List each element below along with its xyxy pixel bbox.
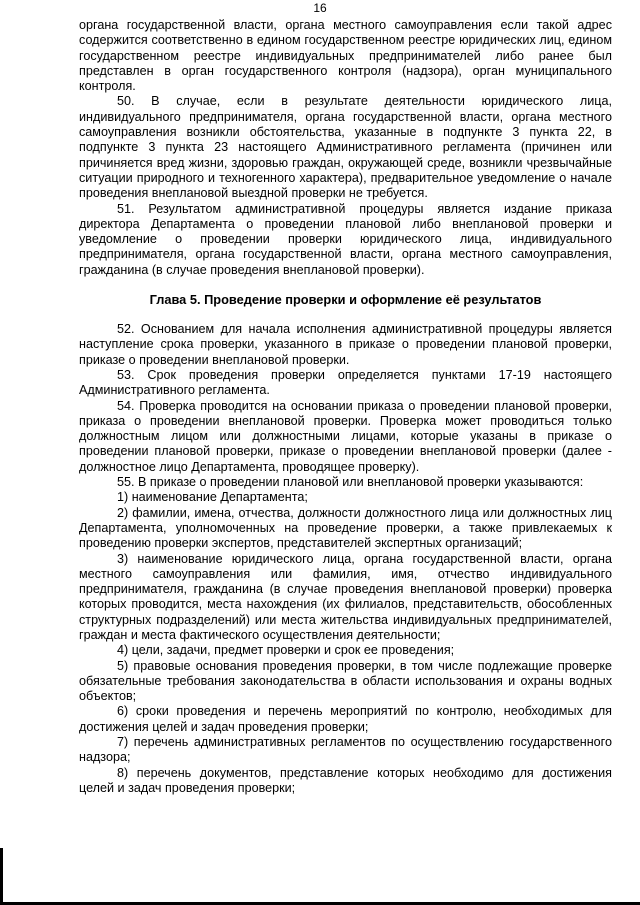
list-item-7: 7) перечень административных регламентов по осуществлению государственного надзора; — [79, 735, 612, 765]
page-number: 16 — [313, 1, 327, 15]
paragraph-52: 52. Основанием для начала исполнения административной процедуры является наступление срока проверки, указанного в приказе о проведении плановой проверки, приказе о проведении внеплановой проверки. — [79, 322, 612, 367]
paragraph-50: 50. В случае, если в результате деятельности юридического лица, индивидуального предпринимателя, органа государственной власти, органа местного самоуправления возникли обстоятельства, указанные в подпункте 3 пункта 22, в подпункте 3 пункта 23 настоящего Административного регламента (причинен или причиняется вред жизни, здоровью граждан, окружающей среде, возникли чрезвычайные ситуации природного и техногенного характера), предварительное уведомление о начале проведения внеплановой выездной проверки не требуется. — [79, 94, 612, 201]
scan-edge-left — [0, 848, 3, 905]
list-item-6: 6) сроки проведения и перечень мероприятий по контролю, необходимых для достижения целей и задач проведения проверки; — [79, 704, 612, 734]
list-item-5: 5) правовые основания проведения проверки, в том числе подлежащие проверке обязательные требования законодательства в области использования и охраны водных объектов; — [79, 658, 612, 704]
list-item-4: 4) цели, задачи, предмет проверки и срок ее проведения; — [117, 643, 455, 658]
list-item-2: 2) фамилии, имена, отчества, должности должностного лица или должностных лиц Департамента, уполномоченных на проведение проверки, а также привлекаемых к проведению проверки экспертов, представителей экспертных организаций; — [79, 505, 612, 551]
list-item-3: 3) наименование юридического лица, органа государственной власти, органа местного самоуправления или фамилия, имя, отчество индивидуального предпринимателя, гражданина (в случае проведения внеплановой проверки) проверка которых проводится, места нахождения (их филиалов, представительств, обособленных структурных подразделений) или места жительства индивидуальных предпринимателей, граждан и места фактического осуществления деятельности; — [79, 551, 612, 642]
paragraph-54: 54. Проверка проводится на основании приказа о проведении плановой проверки, приказа о проведении внеплановой проверки. Проверка может проводиться только должностным лицом или должностными лицами, которые указаны в приказе о проведении плановой проверки, приказе о проведении внеплановой проверки (далее - должностное лицо Департамента, проводящее проверку). — [79, 398, 612, 474]
document-body — [79, 18, 612, 796]
chapter-heading: Глава 5. Проведение проверки и оформление её результатов — [149, 292, 542, 308]
paragraph-51: 51. Результатом административной процедуры является издание приказа директора Департамента о проведении плановой либо внеплановой проверки и уведомление о проведении проверки юридического лица, индивидуального предпринимателя, органа государственной власти, органа местного самоуправления, гражданина (в случае проведения внеплановой проверки). — [79, 201, 612, 277]
paragraph-continuation: органа государственной власти, органа местного самоуправления если такой адрес содержится соответственно в едином государственном реестре юридических лиц, едином государственном реестре индивидуальных предпринимателей либо ранее был представлен в орган государственного контроля (надзора), орган муниципального контроля. — [79, 18, 612, 94]
list-item-1: 1) наименование Департамента; — [117, 490, 308, 505]
paragraph-53: 53. Срок проведения проверки определяется пунктами 17-19 настоящего Административного регламента. — [79, 367, 612, 398]
paragraph-55: 55. В приказе о проведении плановой или внеплановой проверки указываются: — [117, 475, 584, 490]
list-item-8: 8) перечень документов, представление которых необходимо для достижения целей и задач проведения проверки; — [79, 765, 612, 795]
